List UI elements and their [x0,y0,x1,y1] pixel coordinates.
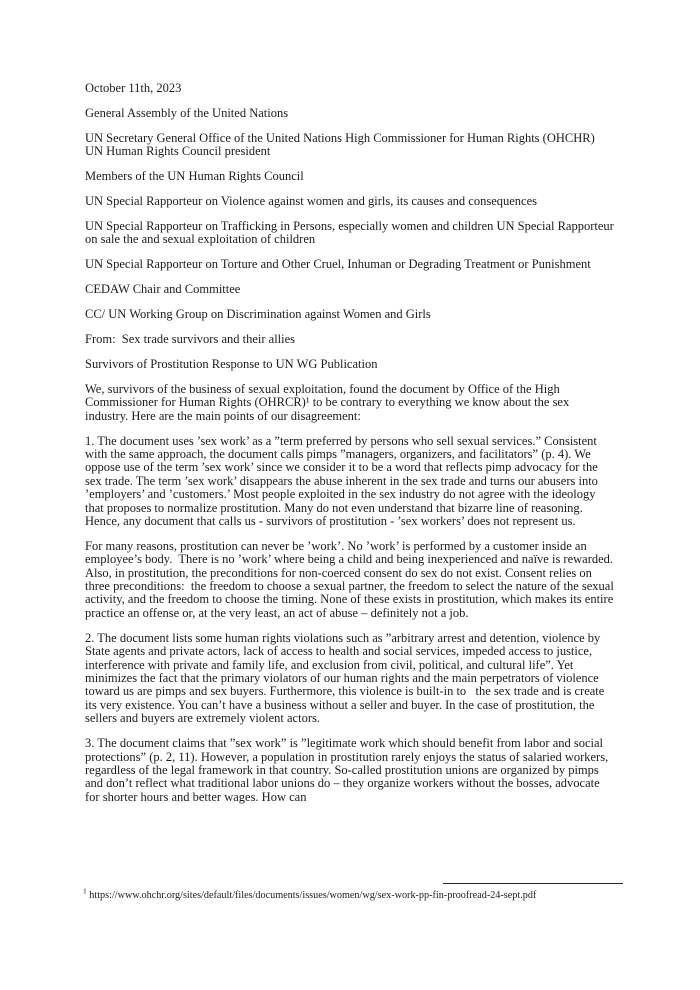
recipient-line: General Assembly of the United Nations [85,105,289,120]
date-line: October 11th, 2023 [85,81,182,95]
body-paragraph-work: For many reasons, prostitution can never be ’work’. No ’work’ is performed by a customer inside an employee’s body. There is no ’work’ where being a child and being inexperienced and naïve is rewarded. Also, in prostitution, the preconditions for non-coerced consent do sex do not exist. Consent relies on three preconditions: the freedom to choose a sexual partner, the freedom to select the nature of the sexual activity, and the freedom to choose the timing. None of these exists in prostitution, which makes its entire practice an offense or, at the very least, an act of abuse – definitely not a job. [85,538,617,620]
body-paragraph-intro: We, survivors of the business of sexual exploitation, found the document by Office of the High Commissioner for Human Rights (OHRCR)¹ to be contrary to everything we know about the sex industry. Here are the main points of our disagreement: [85,381,573,423]
footnote-url: https://www.ohchr.org/sites/default/files/documents/issues/women/wg/sex-work-pp-fin-proofread-24-sept.pdf [89,890,537,901]
letter-content [85,82,615,816]
body-paragraph-point-1: 1. The document uses ’sex work’ as a ”term preferred by persons who sell sexual services.” Consistent with the same approach, the document calls pimps ”managers, organizers, and facilitators” (p. 4). We oppose use of the term ’sex work’ since we consider it to be a word that reflects pimp advocacy for the sex trade. The term ’sex work’ disappears the abuse inherent in the sex trade and turns our abusers into ’employers’ and ’customers.’ Most people exploited in the sex industry do not agree with the ideology that proposes to normalize prostitution. Many do not even understand that bizarre line of reasoning. Hence, any document that calls us - survivors of prostitution - ’sex workers’ does not represent us. [85,433,602,528]
body-paragraph-point-3: 3. The document claims that ”sex work” is ”legitimate work which should benefit from labor and social protections” (p. 2, 11). However, a population in prostitution rarely enjoys the status of salaried workers, regardless of the legal framework in that country. So-called prostitution unions are organized by pimps and don’t reflect what traditional labor unions do – they organize workers without the bosses, advocate for shorter hours and better wages. How can [85,736,612,804]
body-paragraph-point-2: 2. The document lists some human rights violations such as ”arbitrary arrest and detention, violence by State agents and private actors, lack of access to health and social services, impeded access to justice, interference with private and family life, and exclusion from civil, political, and cultural life”. Yet minimizes the fact that the primary violators of our human rights and the main perpetrators of violence toward us are pimps and sex buyers. Furthermore, this violence is built-in to the sex trade and is create its very existence. You can’t have a business without a seller and buyer. In the case of prostitution, the sellers and buyers are extremely violent actors. [85,630,608,726]
recipient-line: CEDAW Chair and Committee [85,282,241,297]
from-line: From: Sex trade survivors and their allies [85,331,296,346]
recipient-line: UN Secretary General Office of the United Nations High Commissioner for Human Rights (OHCHR) UN Human Rights Council president [85,130,598,159]
footnote-marker: 1 [83,886,87,896]
document-title: Survivors of Prostitution Response to UN WG Publication [85,356,378,371]
recipient-line: Members of the UN Human Rights Council [85,169,304,184]
recipient-line: UN Special Rapporteur on Violence against women and girls, its causes and consequences [85,194,538,209]
recipient-line: CC/ UN Working Group on Discrimination against Women and Girls [85,307,431,322]
footnote-separator [443,883,623,884]
recipient-line: UN Special Rapporteur on Trafficking in Persons, especially women and children UN Special Rapporteur on sale the and sexual exploitation of children [85,218,617,247]
recipient-line: UN Special Rapporteur on Torture and Other Cruel, Inhuman or Degrading Treatment or Punishment [85,257,591,272]
footnote [83,886,628,902]
